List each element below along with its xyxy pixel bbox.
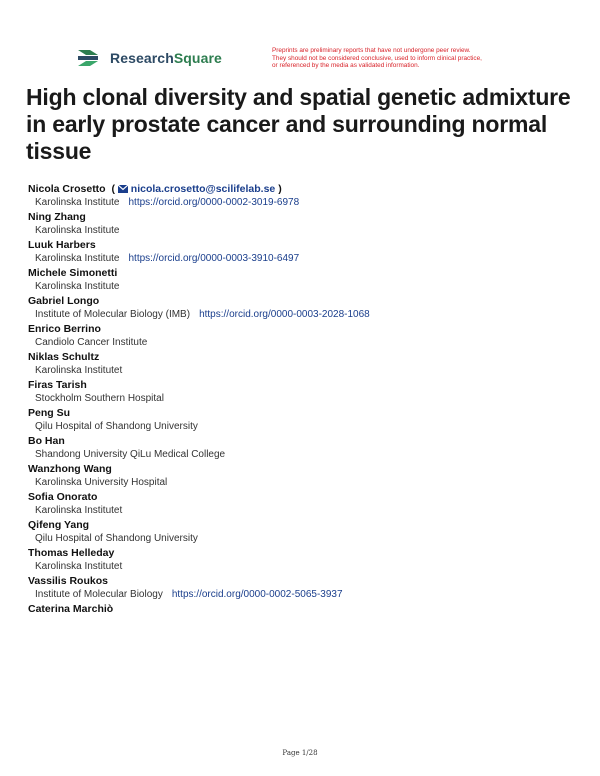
header xyxy=(76,47,546,75)
affiliation-text: Shandong University QiLu Medical College xyxy=(35,449,226,460)
author-entry xyxy=(28,518,588,546)
author-name: Vassilis Roukos xyxy=(28,575,108,587)
author-name: Firas Tarish xyxy=(28,379,87,391)
author-name xyxy=(28,182,588,196)
logo-text-research: Research xyxy=(110,50,174,66)
author-affiliation xyxy=(28,336,588,350)
paper-title: High clonal diversity and spatial genetic admixture in early prostate cancer and surrounding normal tissue xyxy=(26,84,571,164)
author-name: Enrico Berrino xyxy=(28,323,101,335)
author-entry xyxy=(28,294,588,322)
research-square-logo[interactable] xyxy=(76,47,222,69)
author-name: Peng Su xyxy=(28,407,71,419)
author-list xyxy=(28,182,588,616)
affiliation-text: Karolinska Institutet xyxy=(35,365,123,376)
orcid-link[interactable]: https://orcid.org/0000-0002-3019-6978 xyxy=(128,197,300,208)
logo-text xyxy=(110,50,222,66)
affiliation-text: Institute of Molecular Biology xyxy=(35,589,163,600)
affiliation-text: Karolinska University Hospital xyxy=(35,477,168,488)
author-name: Michele Simonetti xyxy=(28,267,118,279)
disclaimer-line: or referenced by the media as validated information. xyxy=(272,62,420,70)
affiliation-text: Qilu Hospital of Shandong University xyxy=(35,533,198,544)
disclaimer-line: They should not be considered conclusive, used to inform clinical practice, xyxy=(272,54,482,62)
author-entry xyxy=(28,378,588,406)
author-name: Sofia Onorato xyxy=(28,491,98,503)
affiliation-text: Qilu Hospital of Shandong University xyxy=(35,421,198,432)
author-name: Niklas Schultz xyxy=(28,351,100,363)
author-entry xyxy=(28,350,588,378)
author-affiliation xyxy=(28,504,588,518)
author-name: Gabriel Longo xyxy=(28,295,100,307)
affiliation-text: Karolinska Institute xyxy=(35,281,120,292)
corresponding-author-name: Nicola Crosetto xyxy=(28,183,106,195)
author-affiliation xyxy=(28,532,588,546)
author-entry xyxy=(28,602,588,616)
author-affiliation xyxy=(28,252,588,266)
orcid-link[interactable]: https://orcid.org/0000-0002-5065-3937 xyxy=(171,589,343,600)
orcid-link[interactable]: https://orcid.org/0000-0003-2028-1068 xyxy=(199,309,370,320)
author-affiliation xyxy=(28,588,588,602)
author-affiliation xyxy=(28,280,588,294)
author-affiliation xyxy=(28,196,588,210)
author-affiliation xyxy=(28,392,588,406)
author-affiliation xyxy=(28,560,588,574)
author-entry xyxy=(28,406,588,434)
author-entry xyxy=(28,322,588,350)
affiliation-text: Candiolo Cancer Institute xyxy=(35,337,148,348)
author-entry xyxy=(28,574,588,602)
author-name: Ning Zhang xyxy=(28,211,86,223)
author-name: Thomas Helleday xyxy=(28,547,115,559)
author-affiliation xyxy=(28,448,588,462)
author-affiliation xyxy=(28,364,588,378)
orcid-link[interactable]: https://orcid.org/0000-0003-3910-6497 xyxy=(128,253,300,264)
author-affiliation xyxy=(28,420,588,434)
author-entries xyxy=(28,210,588,616)
envelope-icon xyxy=(118,183,131,195)
author-name: Caterina Marchiò xyxy=(28,603,114,615)
author-entry xyxy=(28,238,588,266)
email-close-paren: ) xyxy=(278,183,282,195)
author-entry xyxy=(28,546,588,574)
affiliation-text: Karolinska Institute xyxy=(35,197,120,208)
affiliation-text: Institute of Molecular Biology (IMB) xyxy=(35,309,191,320)
author-entry xyxy=(28,266,588,294)
author-name: Wanzhong Wang xyxy=(28,463,112,475)
affiliation-text: Karolinska Institutet xyxy=(35,561,123,572)
author-affiliation xyxy=(28,308,588,322)
author-entry xyxy=(28,182,588,210)
author-entry xyxy=(28,490,588,518)
author-name: Qifeng Yang xyxy=(28,519,90,531)
author-entry xyxy=(28,210,588,238)
author-name: Luuk Harbers xyxy=(28,239,96,251)
author-entry xyxy=(28,462,588,490)
email-open-paren: ( xyxy=(111,183,115,195)
affiliation-text: Stockholm Southern Hospital xyxy=(35,393,164,404)
preprint-disclaimer xyxy=(272,47,552,70)
author-name: Bo Han xyxy=(28,435,65,447)
affiliation-text: Karolinska Institute xyxy=(35,225,120,236)
page-number: Page 1/28 xyxy=(282,749,318,757)
author-affiliation xyxy=(28,224,588,238)
affiliation-text: Karolinska Institute xyxy=(35,253,120,264)
author-email-link[interactable]: nicola.crosetto@scilifelab.se xyxy=(130,183,276,195)
author-affiliation xyxy=(28,476,588,490)
affiliation-text: Karolinska Institutet xyxy=(35,505,123,516)
research-square-logo-icon xyxy=(76,47,102,69)
disclaimer-line: Preprints are preliminary reports that have not undergone peer review. xyxy=(272,47,471,54)
author-entry xyxy=(28,434,588,462)
logo-text-square: Square xyxy=(173,50,222,66)
